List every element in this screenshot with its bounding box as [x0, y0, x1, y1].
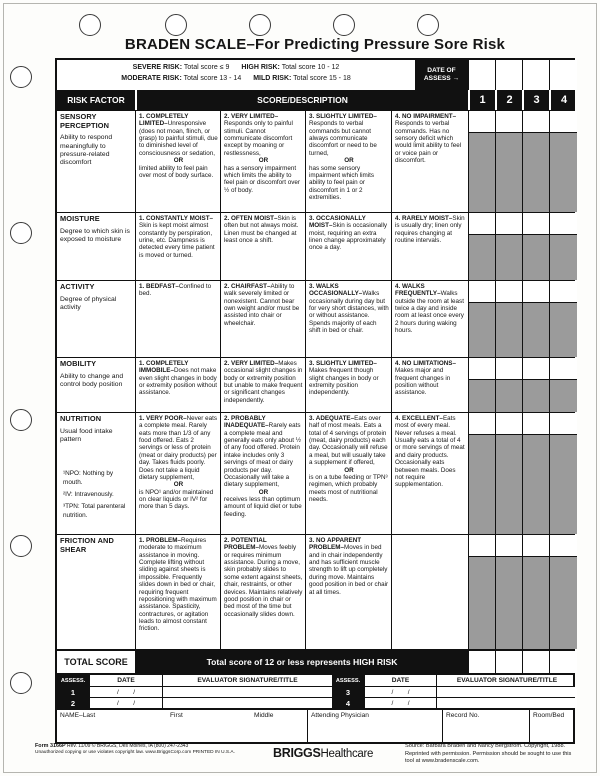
date-column-header: DATE [364, 675, 436, 686]
punch-hole [10, 66, 32, 88]
copyright-notice: Unauthorized copying or use violates copyright law. www.BriggsCorp.com PRINTED IN U.S.A. [35, 750, 235, 756]
score-text: Requires moderate to maximum assistance in moving. Complete lifting without sliding against sheets is impossible. Frequently slides down in bed or chair, requiring frequent repositioning with maximum assistance. Spasticity, contractures, or agitation leads to almost constant friction. [139, 537, 217, 633]
score-text: Makes major and frequent changes in position without assistance. [395, 367, 451, 397]
score-entry-column-4 [549, 281, 577, 357]
score-entry-cell [550, 111, 577, 133]
score-text-alt: has some sensory impairment which limits ability to feel pain or discomfort in 1 or 2 extremities. [309, 164, 375, 201]
shaded-area [550, 303, 577, 357]
score-text: Eats over half of most meals. Eats a total of 4 servings of protein (meat, dairy products) each day. Occasionally will refuse a meal, but will usually take a supplement if offered, [309, 415, 388, 467]
shaded-area [469, 133, 495, 212]
score-cell-1 [135, 535, 220, 649]
score-entry-column-3 [522, 213, 549, 280]
signature-entry [162, 687, 332, 697]
total-score-label: TOTAL SCORE [57, 651, 135, 673]
footnote-tpn: ³TPN: Total parenteral nutrition. [63, 503, 126, 519]
risk-factor-label [57, 213, 135, 280]
assess-number: 1 [57, 687, 89, 697]
signature-entry [436, 687, 577, 697]
braden-scale-table [55, 58, 575, 744]
shaded-area [550, 235, 577, 280]
score-entry-cell [469, 413, 495, 435]
footnote-npo: ¹NPO: Nothing by mouth. [63, 470, 114, 486]
assess-date-cell-2 [495, 60, 522, 90]
shaded-area [550, 380, 577, 412]
row-moisture [57, 212, 573, 280]
severe-risk-value: Total score ≤ 9 [183, 64, 230, 71]
column-header-2: 2 [495, 90, 522, 110]
assess-date-cell-4 [549, 60, 577, 90]
score-text-alt: has a sensory impairment which limits the ability to feel pain or discomfort over ½ of body. [224, 164, 300, 194]
factor-desc: Usual food intake pattern [60, 427, 113, 444]
punch-hole [10, 672, 32, 694]
date-of-assess-line1: DATE OF [427, 66, 456, 74]
score-text: Confined to bed. [139, 283, 212, 298]
score-text: Moves in bed and in chair independently and has sufficient muscle strength to lift up completely during move. Maintains good position in bed or chair at all times. [309, 544, 389, 596]
shaded-area [523, 133, 549, 212]
shaded-area [550, 557, 577, 649]
score-title: 3. SLIGHTLY LIMITED– [309, 360, 377, 367]
risk-factor-header: RISK FACTOR [67, 95, 125, 105]
score-text-alt: is NPO¹ and/or maintained on clear liquids or IV² for more than 5 days. [139, 488, 214, 511]
score-entry-cell [496, 358, 522, 380]
score-title: 3. NO APPARENT PROBLEM– [309, 537, 362, 552]
score-entry-column-4 [549, 213, 577, 280]
score-text: Never eats a complete meal. Rarely eats more than 1/3 of any food offered. Eats 2 servings or less of protein (meat or dairy products) per day. Takes fluids poorly. Does not take a liquid dietary supplement, [139, 415, 218, 481]
column-header-3: 3 [522, 90, 549, 110]
severe-risk-label: SEVERE RISK: [132, 64, 183, 71]
score-text: Skin is usually dry; linen only requires changing at routine intervals. [395, 215, 465, 245]
score-cell-3 [305, 358, 391, 412]
score-entry-column-3 [522, 413, 549, 534]
signature-entry [436, 698, 577, 708]
shaded-area [469, 303, 495, 357]
shaded-area [496, 303, 522, 357]
score-entry-cell [550, 413, 577, 435]
score-entry-cell [469, 535, 495, 557]
total-score-entry-4 [549, 651, 577, 673]
score-entry-column-4 [549, 358, 577, 412]
score-entry-cell [469, 358, 495, 380]
score-title: 1. CONSTANTLY MOIST– [139, 215, 214, 222]
form-number-block [35, 743, 275, 757]
score-entry-cell [496, 535, 522, 557]
score-entry-cell [523, 111, 549, 133]
risk-factor-label [57, 281, 135, 357]
total-score-entry-2 [495, 651, 522, 673]
score-cell-3 [305, 111, 391, 212]
page-footer [35, 743, 580, 771]
score-text: Skin is occasionally moist, requiring an extra linen change approximately once a day. [309, 222, 388, 252]
score-entry-cell [523, 413, 549, 435]
shaded-area [523, 303, 549, 357]
column-header-4: 4 [549, 90, 577, 110]
shaded-area [496, 435, 522, 534]
factor-name: MOBILITY [60, 359, 97, 368]
score-entry-column-1 [468, 535, 495, 649]
name-fields [57, 710, 307, 742]
score-entry-column-1 [468, 281, 495, 357]
punch-hole [417, 14, 439, 36]
score-entry-cell [523, 535, 549, 557]
score-entry-column-4 [549, 111, 577, 212]
score-title: 4. RARELY MOIST– [395, 215, 453, 222]
factor-name: MOISTURE [60, 214, 100, 223]
score-cell-4 [391, 213, 468, 280]
or-separator: OR [258, 157, 269, 165]
shaded-area [469, 435, 495, 534]
shaded-area [523, 557, 549, 649]
column-header-1: 1 [468, 90, 495, 110]
total-score-entry-3 [522, 651, 549, 673]
punch-hole [79, 14, 101, 36]
shaded-area [496, 557, 522, 649]
date-entry: / / [364, 698, 436, 708]
table-header-row [57, 90, 573, 110]
punch-hole [165, 14, 187, 36]
score-text-alt: is on a tube feeding or TPN³ regimen, which probably meets most of nutritional needs. [309, 473, 388, 503]
form-number: Form 3166P [35, 743, 66, 749]
score-text: Skin is often but not always moist. Linen must be changed at least once a shift. [224, 215, 299, 245]
score-cell-2 [220, 413, 305, 534]
score-text: Walks outside the room at least twice a day and inside room at least once every 2 hours during waking hours. [395, 290, 464, 335]
factor-name: ACTIVITY [60, 282, 95, 291]
assess-number: 4 [332, 698, 364, 708]
assess-column-header: ASSESS. [57, 675, 89, 686]
signature-row-2-4 [57, 697, 573, 708]
score-title: 1. BEDFAST– [139, 283, 179, 290]
score-text: Responds to verbal commands but cannot always communicate discomfort or need to be turned, [309, 120, 377, 157]
high-risk-value: Total score 10 - 12 [281, 64, 340, 71]
score-title: 4. NO LIMITATIONS– [395, 360, 456, 367]
date-entry: / / [364, 687, 436, 697]
score-title: 3. ADEQUATE– [309, 415, 355, 422]
score-title: 3. WALKS OCCASIONALLY– [309, 283, 363, 298]
or-separator: OR [344, 466, 354, 474]
total-score-entry-1 [468, 651, 495, 673]
date-entry: / / [89, 698, 162, 708]
shaded-area [469, 235, 495, 280]
room-bed-field: Room/Bed [529, 710, 577, 742]
punch-hole [249, 14, 271, 36]
score-entry-cell [496, 111, 522, 133]
risk-factor-label [57, 535, 135, 649]
score-entry-cell [469, 281, 495, 303]
score-title: 3. SLIGHTLY LIMITED– [309, 113, 377, 120]
score-title: 2. PROBABLY INADEQUATE– [224, 415, 269, 430]
factor-desc: Degree of physical activity [60, 295, 117, 312]
score-entry-column-3 [522, 358, 549, 412]
score-title: 2. VERY LIMITED– [224, 113, 279, 120]
score-cell-2 [220, 281, 305, 357]
score-entry-column-2 [495, 111, 522, 212]
date-of-assess-line2: ASSESS → [423, 75, 460, 82]
score-title: 2. CHAIRFAST– [224, 283, 271, 290]
score-cell-3 [305, 413, 391, 534]
score-entry-cell [550, 213, 577, 235]
evaluator-column-header: EVALUATOR SIGNATURE/TITLE [436, 675, 577, 686]
row-mobility [57, 357, 573, 412]
score-title: 3. OCCASIONALLY MOIST– [309, 215, 366, 230]
score-entry-column-1 [468, 111, 495, 212]
score-text: Unresponsive (does not moan, flinch, or grasp) to painful stimuli, due to diminished level of consciousness or sedation, [139, 120, 218, 157]
score-entry-cell [550, 535, 577, 557]
score-entry-cell [469, 213, 495, 235]
or-separator: OR [173, 481, 184, 489]
score-entry-column-3 [522, 281, 549, 357]
mild-risk-value: Total score 15 - 18 [293, 74, 351, 82]
score-description-header: SCORE/DESCRIPTION [135, 90, 468, 110]
score-cell-1 [135, 111, 220, 212]
source-attribution: Source: Barbara Braden and Nancy Bergstrom. Copyright, 1988. Reprinted with permission. Permission should be sought to use this tool at www.bradenscale.com. [405, 743, 572, 765]
score-entry-column-1 [468, 358, 495, 412]
record-no-field: Record No. [442, 710, 529, 742]
or-separator: OR [258, 488, 269, 496]
shaded-area [496, 380, 522, 412]
score-title: 1. COMPLETELY LIMITED– [139, 113, 189, 128]
name-first-label: First [170, 712, 183, 719]
shaded-area [523, 235, 549, 280]
score-cell-4 [391, 111, 468, 212]
briggs-healthcare-logo [273, 744, 373, 762]
score-text: Eats most of every meal. Never refuses a meal. Usually eats a total of 4 or more servings of meat and dairy products. Occasionally eats between meals. Does not require supplementation. [395, 415, 465, 489]
score-entry-cell [550, 281, 577, 303]
score-cell-2 [220, 358, 305, 412]
score-entry-column-1 [468, 213, 495, 280]
score-cell-2 [220, 535, 305, 649]
score-entry-column-2 [495, 358, 522, 412]
assess-column-header: ASSESS. [332, 675, 364, 686]
score-entry-cell [550, 358, 577, 380]
score-entry-column-3 [522, 535, 549, 649]
score-cell-3 [305, 213, 391, 280]
signature-header-row [57, 673, 573, 686]
evaluator-column-header: EVALUATOR SIGNATURE/TITLE [162, 675, 332, 686]
form-revision: Rev. 11/09 © BRIGGS, Des Moines, IA (800) 247-2343 [66, 743, 189, 749]
logo-briggs: BRIGGS [273, 746, 321, 760]
signature-row-1-3 [57, 686, 573, 697]
risk-key-line-1 [57, 63, 415, 74]
moderate-risk-value: Total score 13 - 14 [183, 74, 242, 82]
score-title: 4. NO IMPAIRMENT– [395, 113, 457, 120]
score-text: Rarely eats a complete meal and generally eats only about ½ of any food offered. Protein intake includes only 3 servings of meat or dairy products per day. Occasionally will take a dietary supplement, [224, 422, 302, 489]
score-cell-3 [305, 281, 391, 357]
score-entry-cell [523, 358, 549, 380]
score-text: Ability to walk severely limited or nonexistent. Cannot bear own weight and/or must be assisted into chair or wheelchair. [224, 283, 300, 327]
score-entry-column-4 [549, 413, 577, 534]
punch-hole [10, 222, 32, 244]
row-activity [57, 280, 573, 357]
score-entry-cell [496, 213, 522, 235]
name-last-label: NAME–Last [60, 712, 96, 719]
risk-key-row [57, 60, 573, 90]
score-title: 1. VERY POOR– [139, 415, 187, 422]
factor-name: NUTRITION [60, 414, 102, 423]
score-cell-1 [135, 413, 220, 534]
factor-name: FRICTION AND SHEAR [60, 536, 114, 554]
name-middle-label: Middle [254, 712, 274, 719]
moderate-risk-label: MODERATE RISK: [121, 74, 182, 82]
score-entry-column-2 [495, 281, 522, 357]
score-cell-2 [220, 213, 305, 280]
shaded-area [469, 380, 495, 412]
score-title: 1. PROBLEM– [139, 537, 181, 544]
score-cell-1 [135, 213, 220, 280]
date-column-header: DATE [89, 675, 162, 686]
assess-date-cell-3 [522, 60, 549, 90]
assess-date-cell-1 [468, 60, 495, 90]
score-entry-column-2 [495, 535, 522, 649]
date-of-assess-header [415, 60, 468, 90]
risk-key-text [57, 60, 415, 90]
risk-factor-label [57, 413, 135, 534]
score-entry-cell [469, 111, 495, 133]
signature-entry [162, 698, 332, 708]
patient-info-strip [57, 708, 573, 742]
high-risk-label: HIGH RISK: [241, 64, 280, 71]
or-separator: OR [344, 157, 354, 165]
score-cell-2 [220, 111, 305, 212]
score-text: Responds to verbal commands. Has no sensory deficit which would limit ability to feel or voice pain or discomfort. [395, 120, 462, 165]
shaded-area [523, 380, 549, 412]
mild-risk-label: MILD RISK: [253, 74, 292, 82]
score-cell-4-empty [391, 535, 468, 649]
score-cell-4 [391, 413, 468, 534]
score-title: 4. WALKS FREQUENTLY– [395, 283, 441, 298]
attending-physician-field: Attending Physician [307, 710, 442, 742]
factor-desc: Degree to which skin is exposed to moisture [60, 227, 130, 244]
shaded-area [469, 557, 495, 649]
score-entry-cell [496, 281, 522, 303]
score-text: Makes frequent though slight changes in body or extremity position independently. [309, 367, 379, 397]
factor-desc: Ability to respond meaningfully to pressure-related discomfort [60, 134, 113, 167]
score-title: 2. POTENTIAL PROBLEM– [224, 537, 267, 552]
total-score-row [57, 649, 573, 673]
score-cell-4 [391, 358, 468, 412]
score-text: Responds only to painful stimuli. Cannot communicate discomfort except by moaning or restlessness, [224, 120, 293, 157]
row-sensory-perception [57, 110, 573, 212]
score-entry-column-2 [495, 413, 522, 534]
score-text: Walks occasionally during day but for very short distances, with or without assistance. Spends majority of each shift in bed or chair. [309, 290, 389, 335]
row-nutrition [57, 412, 573, 534]
assess-number: 3 [332, 687, 364, 697]
punch-hole [10, 535, 32, 557]
factor-name: SENSORY PERCEPTION [60, 112, 110, 130]
score-entry-column-2 [495, 213, 522, 280]
score-text: Does not make even slight changes in body or extremity position without assistance. [139, 367, 218, 397]
shaded-area [523, 435, 549, 534]
row-friction-and-shear [57, 534, 573, 649]
score-text-alt: receives less than optimum amount of liquid diet or tube feeding. [224, 495, 302, 518]
score-cell-1 [135, 358, 220, 412]
score-entry-column-3 [522, 111, 549, 212]
logo-healthcare: Healthcare [320, 748, 374, 760]
shaded-area [496, 133, 522, 212]
score-entry-column-1 [468, 413, 495, 534]
score-text: Skin is kept moist almost constantly by perspiration, urine, etc. Dampness is detected every time patient is moved or turned. [139, 222, 215, 259]
page-title: BRADEN SCALE–For Predicting Pressure Sore Risk [124, 36, 506, 53]
score-title: 4. EXCELLENT– [395, 415, 443, 422]
factor-desc: Ability to change and control body position [60, 372, 124, 389]
assess-number: 2 [57, 698, 89, 708]
risk-factor-label [57, 358, 135, 412]
score-entry-cell [496, 413, 522, 435]
shaded-area [550, 435, 577, 534]
score-cell-4 [391, 281, 468, 357]
punch-hole [10, 409, 32, 431]
punch-hole [333, 14, 355, 36]
score-entry-column-4 [549, 535, 577, 649]
footnote-iv: ²IV: Intravenously. [63, 490, 114, 498]
score-text: Moves feebly or requires minimum assistance. During a move, skin probably slides to some extent against sheets, chair, restraints, or other devices. Maintains relatively good position in chair or bed most of the time but occasionally slides down. [224, 544, 303, 618]
shaded-area [550, 133, 577, 212]
score-title: 2. OFTEN MOIST– [224, 215, 278, 222]
score-cell-1 [135, 281, 220, 357]
date-entry: / / [89, 687, 162, 697]
or-separator: OR [173, 157, 184, 165]
risk-factor-label [57, 111, 135, 212]
shaded-area [496, 235, 522, 280]
score-entry-cell [523, 213, 549, 235]
score-title: 1. COMPLETELY IMMOBILE– [139, 360, 189, 375]
score-text-alt: limited ability to feel pain over most of body surface. [139, 164, 214, 179]
risk-key-line-2 [57, 74, 415, 85]
score-text: Makes occasional slight changes in body or extremity position but unable to make frequent or significant changes independently. [224, 360, 303, 404]
high-risk-banner: Total score of 12 or less represents HIGH RISK [135, 651, 468, 673]
score-cell-3 [305, 535, 391, 649]
nutrition-footnotes [60, 470, 133, 520]
score-entry-cell [523, 281, 549, 303]
score-title: 2. VERY LIMITED– [224, 360, 279, 367]
